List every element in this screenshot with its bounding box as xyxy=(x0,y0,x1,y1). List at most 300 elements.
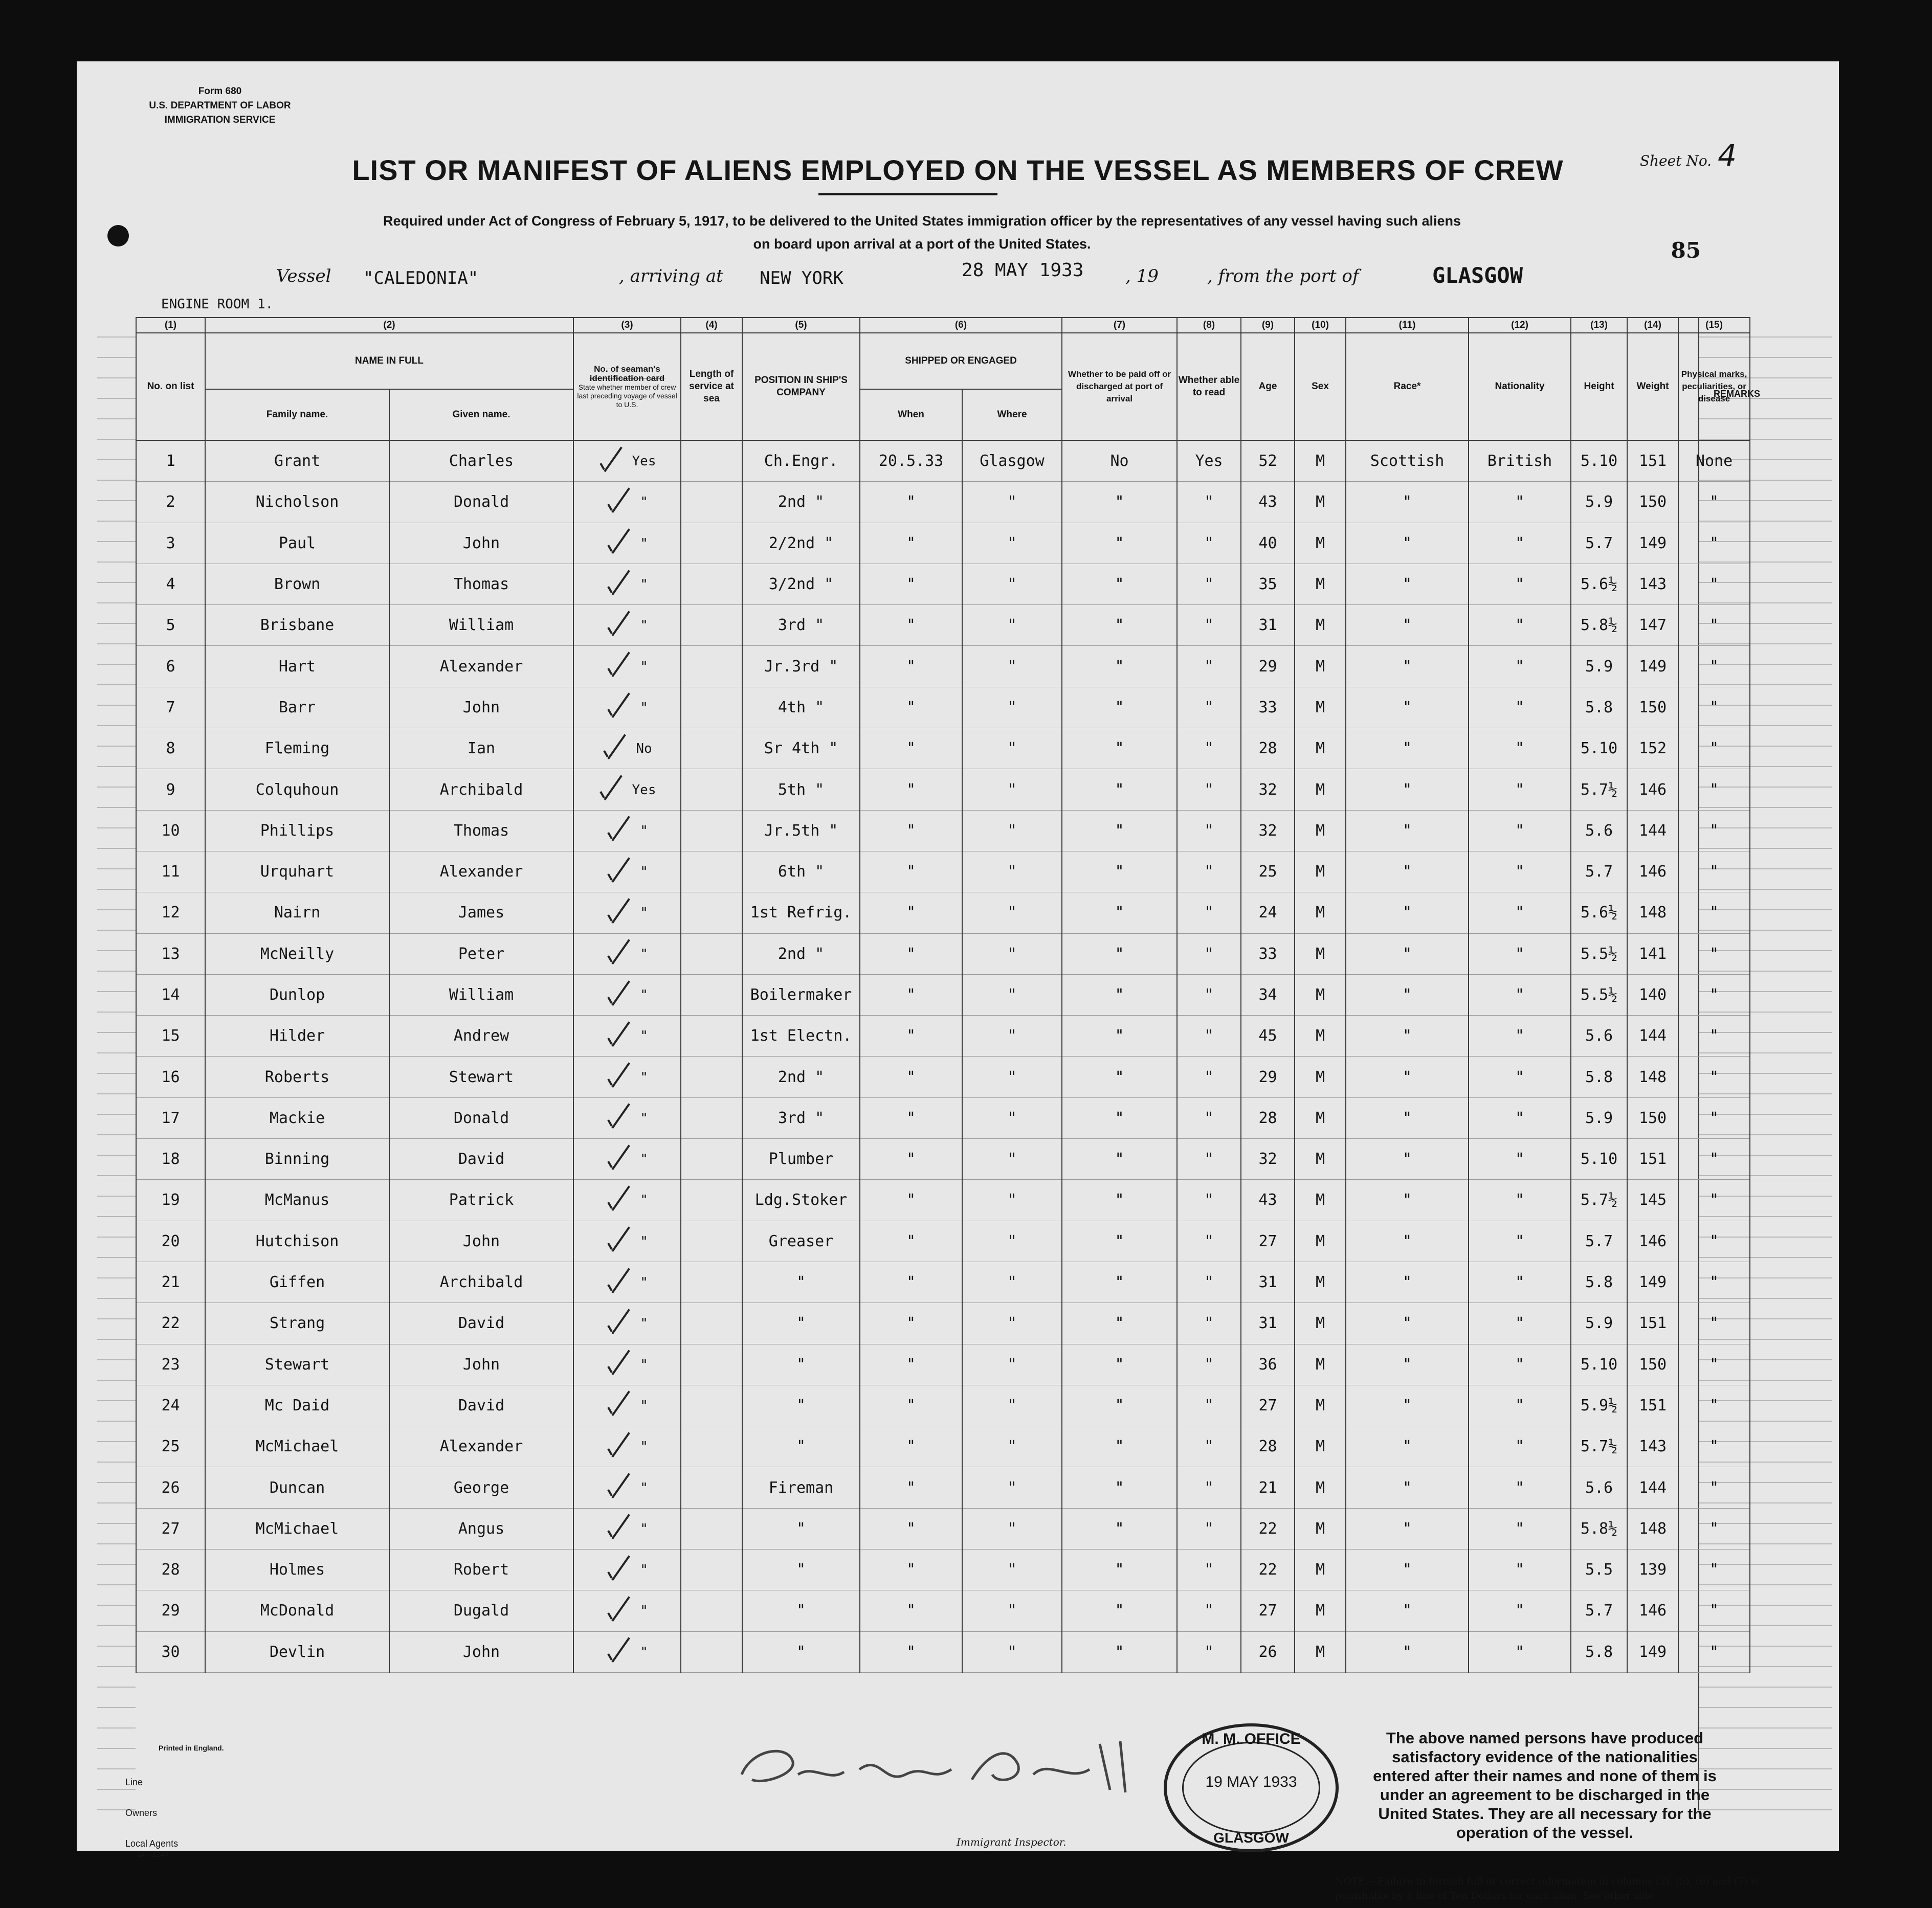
age-cell: 28 xyxy=(1241,1426,1295,1467)
shipped-when-cell: " xyxy=(860,1590,962,1631)
physical-marks-cell: " xyxy=(1678,810,1750,851)
family-name-cell: Barr xyxy=(205,687,389,728)
shipped-where-cell: " xyxy=(962,482,1062,523)
previous-voyage-value: " xyxy=(640,535,648,551)
family-name-cell: Urquhart xyxy=(205,851,389,892)
shipped-where-cell: " xyxy=(962,1016,1062,1057)
nationality-cell: " xyxy=(1469,605,1571,646)
physical-marks-cell: " xyxy=(1678,482,1750,523)
height-cell: 5.9½ xyxy=(1571,1385,1627,1426)
nationality-cell: " xyxy=(1469,646,1571,687)
paid-off-cell: " xyxy=(1062,1631,1177,1672)
shipped-when-cell: " xyxy=(860,687,962,728)
checkmark-icon xyxy=(606,860,637,884)
race-cell: " xyxy=(1346,892,1469,933)
sex-cell: M xyxy=(1295,892,1346,933)
able-to-read-cell: " xyxy=(1177,687,1241,728)
paid-off-cell: " xyxy=(1062,1385,1177,1426)
physical-marks-cell: " xyxy=(1678,1139,1750,1180)
checkmark-icon xyxy=(606,818,637,843)
shipped-when-cell: " xyxy=(860,1016,962,1057)
weight-cell: 148 xyxy=(1627,1508,1678,1549)
col-num: (2) xyxy=(205,318,573,333)
able-to-read-cell: " xyxy=(1177,1097,1241,1138)
given-name-cell: Donald xyxy=(389,1097,573,1138)
race-cell: " xyxy=(1346,1385,1469,1426)
shipped-when-cell: " xyxy=(860,1467,962,1508)
sex-cell: M xyxy=(1295,564,1346,604)
table-row xyxy=(136,482,1750,523)
row-number: 15 xyxy=(136,1016,205,1057)
checkmark-icon xyxy=(606,1599,637,1623)
sex-cell: M xyxy=(1295,440,1346,482)
checkmark-icon xyxy=(606,531,637,555)
shipped-when-cell: " xyxy=(860,810,962,851)
previous-voyage-cell xyxy=(573,1016,681,1057)
previous-voyage-cell xyxy=(573,1057,681,1097)
nationality-cell: " xyxy=(1469,1385,1571,1426)
given-name-cell: Archibald xyxy=(389,1262,573,1303)
family-name-cell: Holmes xyxy=(205,1550,389,1590)
previous-voyage-cell xyxy=(573,646,681,687)
weight-cell: 140 xyxy=(1627,974,1678,1015)
checkmark-icon xyxy=(606,695,637,720)
able-to-read-cell: " xyxy=(1177,1344,1241,1385)
able-to-read-cell: " xyxy=(1177,1303,1241,1344)
table-row xyxy=(136,728,1750,769)
row-number: 10 xyxy=(136,810,205,851)
table-row xyxy=(136,769,1750,810)
height-cell: 5.9 xyxy=(1571,646,1627,687)
col-num: (8) xyxy=(1177,318,1241,333)
family-name-cell: Colquhoun xyxy=(205,769,389,810)
age-cell: 26 xyxy=(1241,1631,1295,1672)
inspector-label: Immigrant Inspector. xyxy=(957,1836,1067,1848)
position-cell: 2nd " xyxy=(742,1057,860,1097)
checkmark-icon xyxy=(606,1352,637,1377)
weight-cell: 141 xyxy=(1627,933,1678,974)
checkmark-icon xyxy=(598,777,629,802)
row-number: 28 xyxy=(136,1550,205,1590)
form-code: 14—1240 xyxy=(137,1850,168,1858)
shipped-when-cell: " xyxy=(860,1303,962,1344)
race-cell: " xyxy=(1346,1631,1469,1672)
position-cell: 3rd " xyxy=(742,1097,860,1138)
previous-voyage-cell xyxy=(573,564,681,604)
nationality-cell: " xyxy=(1469,1221,1571,1262)
row-number: 1 xyxy=(136,440,205,482)
shipped-where-cell: " xyxy=(962,1057,1062,1097)
given-name-cell: Archibald xyxy=(389,769,573,810)
weight-cell: 144 xyxy=(1627,1467,1678,1508)
height-cell: 5.8 xyxy=(1571,1262,1627,1303)
weight-cell: 144 xyxy=(1627,1016,1678,1057)
previous-voyage-cell xyxy=(573,1508,681,1549)
shipped-where-cell: " xyxy=(962,1426,1062,1467)
col-num: (14) xyxy=(1627,318,1678,333)
physical-marks-cell: " xyxy=(1678,1426,1750,1467)
able-to-read-cell: " xyxy=(1177,769,1241,810)
header-physical-marks: Physical marks, peculiarities, or disease xyxy=(1678,333,1750,440)
previous-voyage-cell xyxy=(573,1262,681,1303)
age-cell: 28 xyxy=(1241,1097,1295,1138)
weight-cell: 150 xyxy=(1627,482,1678,523)
department-name: U.S. DEPARTMENT OF LABOR xyxy=(149,100,291,111)
table-row xyxy=(136,564,1750,604)
family-name-cell: Roberts xyxy=(205,1057,389,1097)
physical-marks-cell: " xyxy=(1678,851,1750,892)
shipped-where-cell: " xyxy=(962,1303,1062,1344)
given-name-cell: David xyxy=(389,1139,573,1180)
nationality-cell: " xyxy=(1469,1550,1571,1590)
checkmark-icon xyxy=(606,490,637,514)
weight-cell: 148 xyxy=(1627,1057,1678,1097)
physical-marks-cell: " xyxy=(1678,892,1750,933)
table-row xyxy=(136,1550,1750,1590)
able-to-read-cell: " xyxy=(1177,1262,1241,1303)
sex-cell: M xyxy=(1295,1262,1346,1303)
table-row xyxy=(136,810,1750,851)
table-row xyxy=(136,1385,1750,1426)
previous-voyage-cell xyxy=(573,605,681,646)
able-to-read-cell: " xyxy=(1177,646,1241,687)
service-length-cell xyxy=(681,1303,742,1344)
checkmark-icon xyxy=(606,983,637,1007)
checkmark-icon xyxy=(606,901,637,925)
family-name-cell: Paul xyxy=(205,523,389,564)
previous-voyage-cell xyxy=(573,810,681,851)
previous-voyage-cell xyxy=(573,1467,681,1508)
race-cell: " xyxy=(1346,1221,1469,1262)
row-number: 24 xyxy=(136,1385,205,1426)
family-name-cell: Grant xyxy=(205,440,389,482)
previous-voyage-cell xyxy=(573,1139,681,1180)
glasgow-office-stamp xyxy=(1164,1723,1339,1852)
row-number: 22 xyxy=(136,1303,205,1344)
table-row xyxy=(136,1344,1750,1385)
given-name-cell: Dugald xyxy=(389,1590,573,1631)
sex-cell: M xyxy=(1295,810,1346,851)
checkmark-icon xyxy=(606,613,637,638)
given-name-cell: David xyxy=(389,1385,573,1426)
family-name-cell: Dunlop xyxy=(205,974,389,1015)
family-name-cell: Strang xyxy=(205,1303,389,1344)
previous-voyage-cell xyxy=(573,687,681,728)
age-cell: 43 xyxy=(1241,1180,1295,1221)
nationality-cell: " xyxy=(1469,1057,1571,1097)
form-header xyxy=(133,84,307,127)
previous-voyage-value: " xyxy=(640,1028,648,1044)
able-to-read-cell: " xyxy=(1177,728,1241,769)
paid-off-cell: " xyxy=(1062,933,1177,974)
paid-off-cell: " xyxy=(1062,1057,1177,1097)
shipped-where-cell: " xyxy=(962,1550,1062,1590)
nationality-cell: " xyxy=(1469,933,1571,974)
nationality-cell: " xyxy=(1469,687,1571,728)
height-cell: 5.6 xyxy=(1571,1467,1627,1508)
age-cell: 43 xyxy=(1241,482,1295,523)
age-cell: 40 xyxy=(1241,523,1295,564)
checkmark-icon xyxy=(606,1188,637,1213)
shipped-when-cell: " xyxy=(860,482,962,523)
previous-voyage-cell xyxy=(573,1426,681,1467)
service-length-cell xyxy=(681,769,742,810)
table-row xyxy=(136,851,1750,892)
shipped-where-cell: " xyxy=(962,974,1062,1015)
shipped-where-cell: " xyxy=(962,564,1062,604)
header-race: Race* xyxy=(1346,333,1469,440)
shipped-where-cell: " xyxy=(962,892,1062,933)
paid-off-cell: " xyxy=(1062,1550,1177,1590)
race-cell: " xyxy=(1346,646,1469,687)
header-position: POSITION IN SHIP'S COMPANY xyxy=(742,333,860,440)
position-cell: Sr 4th " xyxy=(742,728,860,769)
previous-voyage-cell xyxy=(573,769,681,810)
able-to-read-cell: " xyxy=(1177,1385,1241,1426)
checkmark-icon xyxy=(606,1065,637,1089)
weight-cell: 146 xyxy=(1627,1590,1678,1631)
service-length-cell xyxy=(681,1097,742,1138)
shipped-when-cell: " xyxy=(860,1550,962,1590)
race-cell: " xyxy=(1346,728,1469,769)
shipped-when-cell: " xyxy=(860,1139,962,1180)
shipped-when-cell: " xyxy=(860,1180,962,1221)
physical-marks-cell: " xyxy=(1678,646,1750,687)
table-row xyxy=(136,523,1750,564)
physical-marks-cell: " xyxy=(1678,1344,1750,1385)
sex-cell: M xyxy=(1295,1426,1346,1467)
physical-marks-cell: " xyxy=(1678,1590,1750,1631)
given-name-cell: Andrew xyxy=(389,1016,573,1057)
position-cell: 3rd " xyxy=(742,605,860,646)
nationality-cell: " xyxy=(1469,1180,1571,1221)
shipped-where-cell: " xyxy=(962,851,1062,892)
row-number: 30 xyxy=(136,1631,205,1672)
service-length-cell xyxy=(681,564,742,604)
checkmark-icon xyxy=(598,449,629,474)
height-cell: 5.7 xyxy=(1571,851,1627,892)
shipped-when-cell: " xyxy=(860,1631,962,1672)
family-name-cell: McMichael xyxy=(205,1426,389,1467)
table-row xyxy=(136,1590,1750,1631)
family-name-cell: Hutchison xyxy=(205,1221,389,1262)
physical-marks-cell: " xyxy=(1678,564,1750,604)
height-cell: 5.10 xyxy=(1571,440,1627,482)
family-name-cell: Duncan xyxy=(205,1467,389,1508)
weight-cell: 152 xyxy=(1627,728,1678,769)
physical-marks-cell: " xyxy=(1678,1303,1750,1344)
able-to-read-cell: " xyxy=(1177,1221,1241,1262)
given-name-cell: Robert xyxy=(389,1550,573,1590)
previous-voyage-cell xyxy=(573,892,681,933)
paid-off-cell: " xyxy=(1062,1508,1177,1549)
nationality-cell: " xyxy=(1469,1508,1571,1549)
row-number: 29 xyxy=(136,1590,205,1631)
service-length-cell xyxy=(681,1262,742,1303)
header-when: When xyxy=(860,389,962,440)
table-row xyxy=(136,974,1750,1015)
position-cell: 1st Refrig. xyxy=(742,892,860,933)
col-num: (1) xyxy=(136,318,205,333)
height-cell: 5.7 xyxy=(1571,1221,1627,1262)
shipped-when-cell: " xyxy=(860,1262,962,1303)
shipped-where-cell: " xyxy=(962,769,1062,810)
service-length-cell xyxy=(681,851,742,892)
race-cell: " xyxy=(1346,564,1469,604)
previous-voyage-value: " xyxy=(640,618,648,634)
previous-voyage-value: " xyxy=(640,495,648,510)
nationality-cell: " xyxy=(1469,1139,1571,1180)
header-sex: Sex xyxy=(1295,333,1346,440)
row-number: 23 xyxy=(136,1344,205,1385)
age-cell: 21 xyxy=(1241,1467,1295,1508)
physical-marks-cell: " xyxy=(1678,1180,1750,1221)
position-cell: 1st Electn. xyxy=(742,1016,860,1057)
service-length-cell xyxy=(681,440,742,482)
previous-voyage-cell xyxy=(573,1590,681,1631)
row-number: 4 xyxy=(136,564,205,604)
given-name-cell: John xyxy=(389,523,573,564)
position-cell: " xyxy=(742,1550,860,1590)
sex-cell: M xyxy=(1295,646,1346,687)
service-length-cell xyxy=(681,1631,742,1672)
previous-voyage-value: " xyxy=(640,1644,648,1660)
paid-off-cell: No xyxy=(1062,440,1177,482)
row-number: 20 xyxy=(136,1221,205,1262)
height-cell: 5.10 xyxy=(1571,1344,1627,1385)
physical-marks-cell: " xyxy=(1678,1385,1750,1426)
previous-voyage-cell xyxy=(573,482,681,523)
race-cell: " xyxy=(1346,1303,1469,1344)
weight-cell: 144 xyxy=(1627,810,1678,851)
col-num: (9) xyxy=(1241,318,1295,333)
race-cell: " xyxy=(1346,1180,1469,1221)
crew-rows xyxy=(136,440,1750,1672)
arrival-date: 28 MAY 1933 xyxy=(962,260,1084,281)
sheet-label: Sheet No. xyxy=(1639,152,1712,169)
paid-off-cell: " xyxy=(1062,1590,1177,1631)
previous-voyage-value: No xyxy=(636,741,652,757)
paid-off-cell: " xyxy=(1062,851,1177,892)
given-name-cell: Alexander xyxy=(389,851,573,892)
line-label: Line xyxy=(125,1777,143,1787)
weight-cell: 149 xyxy=(1627,1631,1678,1672)
shipped-where-cell: " xyxy=(962,728,1062,769)
position-cell: Ldg.Stoker xyxy=(742,1180,860,1221)
sex-cell: M xyxy=(1295,769,1346,810)
given-name-cell: Stewart xyxy=(389,1057,573,1097)
nationality-cell: " xyxy=(1469,1262,1571,1303)
checkmark-icon xyxy=(606,1311,637,1336)
paid-off-cell: " xyxy=(1062,523,1177,564)
shipped-where-cell: Glasgow xyxy=(962,440,1062,482)
able-to-read-cell: " xyxy=(1177,564,1241,604)
physical-marks-cell: " xyxy=(1678,728,1750,769)
sex-cell: M xyxy=(1295,933,1346,974)
checkmark-icon xyxy=(606,1024,637,1048)
height-cell: 5.8½ xyxy=(1571,605,1627,646)
previous-voyage-cell xyxy=(573,1344,681,1385)
paid-off-cell: " xyxy=(1062,1097,1177,1138)
paid-off-cell: " xyxy=(1062,605,1177,646)
family-name-cell: Giffen xyxy=(205,1262,389,1303)
family-name-cell: Fleming xyxy=(205,728,389,769)
previous-voyage-cell xyxy=(573,1221,681,1262)
nationality-cell: " xyxy=(1469,523,1571,564)
race-cell: " xyxy=(1346,810,1469,851)
table-row xyxy=(136,1262,1750,1303)
position-cell: Plumber xyxy=(742,1139,860,1180)
col-num: (15) xyxy=(1678,318,1750,333)
height-cell: 5.9 xyxy=(1571,1097,1627,1138)
height-cell: 5.7½ xyxy=(1571,769,1627,810)
previous-voyage-value: " xyxy=(640,1233,648,1249)
title-underline xyxy=(818,193,997,195)
given-name-cell: John xyxy=(389,1221,573,1262)
shipped-where-cell: " xyxy=(962,1508,1062,1549)
shipped-when-cell: " xyxy=(860,1097,962,1138)
checkmark-icon xyxy=(606,1434,637,1459)
fine-note: NOTE.—Failure to furnish full or correct information in columns (2), (5), (6) and (7) is punishable by a fine of Ten Dollars for each alien. See other side. xyxy=(1335,1876,1759,1901)
service-length-cell xyxy=(681,1590,742,1631)
row-number: 27 xyxy=(136,1508,205,1549)
vessel-label: Vessel xyxy=(276,266,331,286)
family-name-cell: Nairn xyxy=(205,892,389,933)
position-cell: " xyxy=(742,1344,860,1385)
col-num: (3) xyxy=(573,318,681,333)
paid-off-cell: " xyxy=(1062,1303,1177,1344)
shipped-where-cell: " xyxy=(962,933,1062,974)
physical-marks-cell: " xyxy=(1678,1631,1750,1672)
table-row xyxy=(136,440,1750,482)
col-num: (10) xyxy=(1295,318,1346,333)
weight-cell: 146 xyxy=(1627,851,1678,892)
weight-cell: 150 xyxy=(1627,687,1678,728)
service-length-cell xyxy=(681,933,742,974)
age-cell: 31 xyxy=(1241,1303,1295,1344)
checkmark-icon xyxy=(606,941,637,966)
row-number: 13 xyxy=(136,933,205,974)
service-length-cell xyxy=(681,1550,742,1590)
family-name-cell: Mackie xyxy=(205,1097,389,1138)
race-cell: " xyxy=(1346,1344,1469,1385)
previous-voyage-cell xyxy=(573,440,681,482)
shipped-when-cell: " xyxy=(860,1385,962,1426)
row-number: 12 xyxy=(136,892,205,933)
paid-off-cell: " xyxy=(1062,1344,1177,1385)
paid-off-cell: " xyxy=(1062,1016,1177,1057)
checkmark-icon xyxy=(606,1516,637,1541)
race-cell: " xyxy=(1346,1057,1469,1097)
family-name-cell: Hilder xyxy=(205,1016,389,1057)
header-paid-off: Whether to be paid off or discharged at port of arrival xyxy=(1062,333,1177,440)
height-cell: 5.10 xyxy=(1571,1139,1627,1180)
previous-voyage-value: Yes xyxy=(632,454,656,469)
given-name-cell: Thomas xyxy=(389,810,573,851)
previous-voyage-value: " xyxy=(640,1316,648,1332)
checkmark-icon xyxy=(606,572,637,597)
given-name-cell: James xyxy=(389,892,573,933)
position-cell: " xyxy=(742,1590,860,1631)
family-name-cell: Brisbane xyxy=(205,605,389,646)
age-cell: 35 xyxy=(1241,564,1295,604)
local-agents-label: Local Agents xyxy=(125,1838,179,1849)
sex-cell: M xyxy=(1295,1508,1346,1549)
service-length-cell xyxy=(681,605,742,646)
given-name-cell: David xyxy=(389,1303,573,1344)
sex-cell: M xyxy=(1295,728,1346,769)
physical-marks-cell: " xyxy=(1678,687,1750,728)
